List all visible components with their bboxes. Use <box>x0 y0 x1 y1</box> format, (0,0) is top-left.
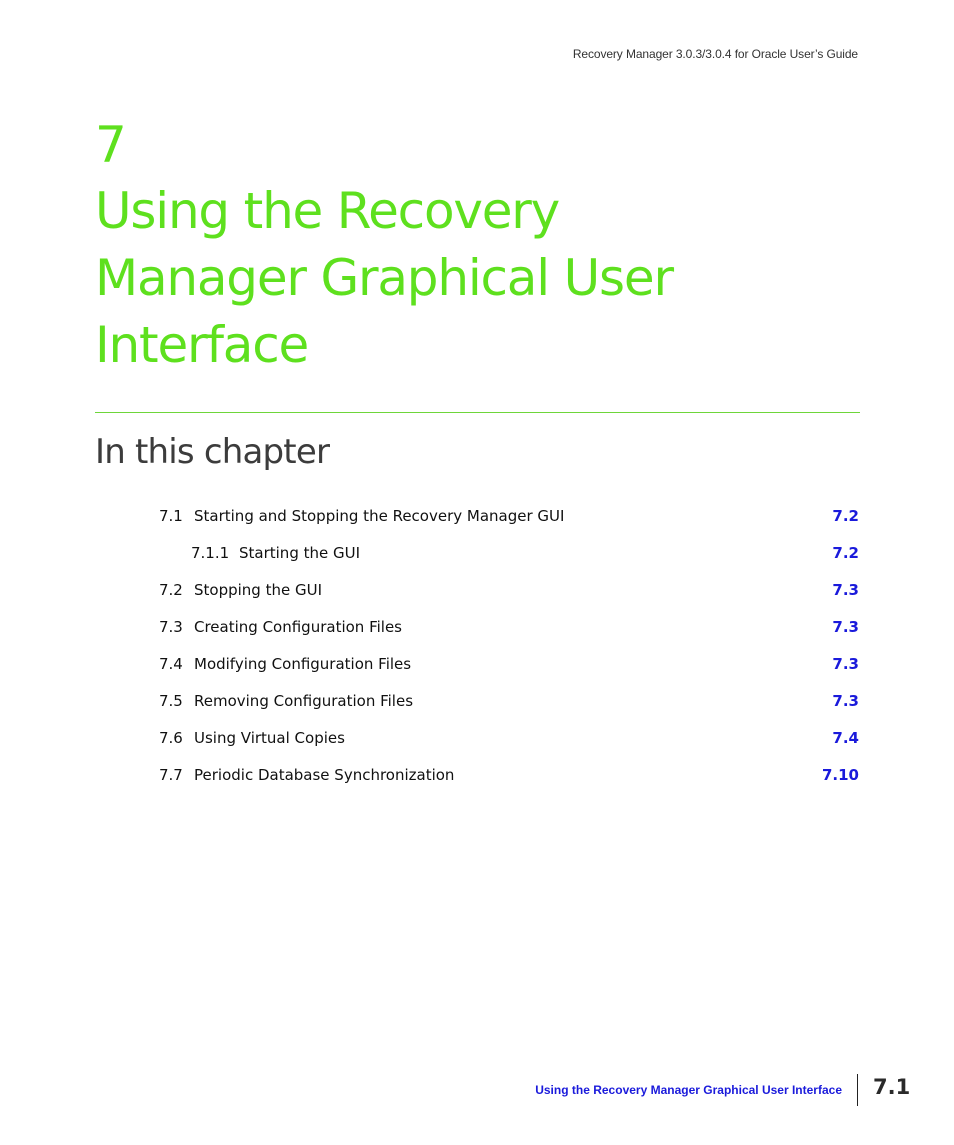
table-of-contents <box>159 504 859 800</box>
page-number: 7.1 <box>873 1075 911 1099</box>
chapter-title-line: Manager Graphical User <box>95 249 673 307</box>
toc-entry-number: 7.4 <box>159 655 183 673</box>
toc-page-link[interactable]: 7.3 <box>832 618 859 636</box>
toc-entry[interactable] <box>159 578 859 615</box>
toc-entry-number: 7.6 <box>159 729 183 747</box>
toc-entry-label: Modifying Configuration Files <box>194 655 412 673</box>
toc-page-link[interactable]: 7.4 <box>832 729 859 747</box>
toc-page-link[interactable]: 7.3 <box>832 581 859 599</box>
toc-entry-label: Creating Configuration Files <box>194 618 402 636</box>
toc-page-link[interactable]: 7.3 <box>832 655 859 673</box>
toc-entry-number: 7.2 <box>159 581 183 599</box>
toc-page-link[interactable]: 7.10 <box>821 766 859 784</box>
toc-entry[interactable] <box>159 689 859 726</box>
divider <box>95 412 860 413</box>
chapter-number: 7 <box>95 116 126 174</box>
toc-entry[interactable] <box>159 763 859 800</box>
toc-page-link[interactable]: 7.2 <box>832 544 859 562</box>
toc-entry[interactable] <box>159 541 859 578</box>
toc-entry-label: Using Virtual Copies <box>194 729 345 747</box>
running-header: Recovery Manager 3.0.3/3.0.4 for Oracle User’s Guide <box>572 47 858 61</box>
toc-entry[interactable] <box>159 504 859 541</box>
toc-entry-number: 7.1 <box>159 507 183 525</box>
chapter-title-line: Interface <box>95 316 309 374</box>
toc-entry[interactable] <box>159 726 859 763</box>
toc-page-link[interactable]: 7.3 <box>832 692 859 710</box>
toc-entry-label: Stopping the GUI <box>194 581 322 599</box>
toc-entry-label: Removing Configuration Files <box>194 692 414 710</box>
footer-chapter-title[interactable]: Using the Recovery Manager Graphical User Interface <box>535 1083 842 1097</box>
section-heading: In this chapter <box>95 432 330 472</box>
toc-entry[interactable] <box>159 652 859 689</box>
toc-entry-number: 7.3 <box>159 618 183 636</box>
toc-entry[interactable] <box>159 615 859 652</box>
toc-entry-label: Periodic Database Synchronization <box>194 766 455 784</box>
toc-entry-number: 7.5 <box>159 692 183 710</box>
toc-entry-label: Starting the GUI <box>239 544 361 562</box>
chapter-heading <box>95 112 860 379</box>
footer-divider <box>857 1074 858 1106</box>
chapter-title <box>95 178 860 379</box>
chapter-title-line: Using the Recovery <box>95 182 560 240</box>
toc-entry-number: 7.1.1 <box>191 544 230 562</box>
toc-page-link[interactable]: 7.2 <box>832 507 859 525</box>
toc-entry-number: 7.7 <box>159 766 183 784</box>
toc-entry-label: Starting and Stopping the Recovery Manager GUI <box>194 507 565 525</box>
